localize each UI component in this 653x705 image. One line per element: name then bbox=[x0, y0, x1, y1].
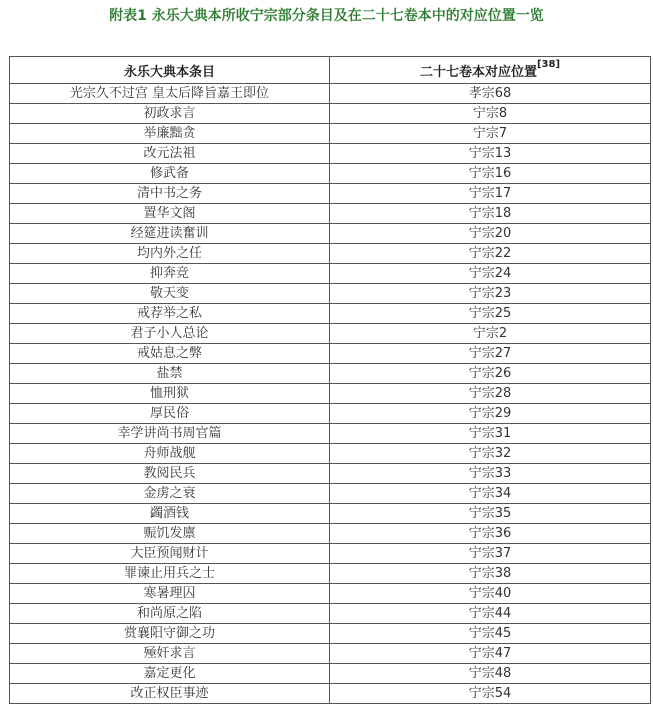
entry-cell: 改元法祖 bbox=[10, 144, 330, 164]
position-cell: 宁宗48 bbox=[330, 664, 651, 684]
position-cell: 宁宗31 bbox=[330, 424, 651, 444]
position-cell: 宁宗2 bbox=[330, 324, 651, 344]
entry-cell: 敬天变 bbox=[10, 284, 330, 304]
position-cell: 宁宗40 bbox=[330, 584, 651, 604]
entry-cell: 初政求言 bbox=[10, 104, 330, 124]
position-cell: 宁宗54 bbox=[330, 684, 651, 704]
table-row bbox=[10, 104, 651, 124]
position-cell: 宁宗8 bbox=[330, 104, 651, 124]
position-cell: 宁宗36 bbox=[330, 524, 651, 544]
entry-cell: 舟师战舰 bbox=[10, 444, 330, 464]
entry-cell: 殛奸求言 bbox=[10, 644, 330, 664]
table-row bbox=[10, 424, 651, 444]
entry-cell: 教阅民兵 bbox=[10, 464, 330, 484]
table-row bbox=[10, 144, 651, 164]
entry-cell: 清中书之务 bbox=[10, 184, 330, 204]
position-cell: 宁宗38 bbox=[330, 564, 651, 584]
table-row bbox=[10, 224, 651, 244]
position-cell: 宁宗27 bbox=[330, 344, 651, 364]
table-row bbox=[10, 504, 651, 524]
table-row bbox=[10, 544, 651, 564]
header-row bbox=[10, 57, 651, 84]
entry-cell: 蠲酒钱 bbox=[10, 504, 330, 524]
comparison-table-container bbox=[9, 56, 650, 704]
table-row bbox=[10, 464, 651, 484]
position-cell: 宁宗24 bbox=[330, 264, 651, 284]
table-caption: 附表1 永乐大典本所收宁宗部分条目及在二十七卷本中的对应位置一览 bbox=[109, 8, 544, 24]
table-row bbox=[10, 604, 651, 624]
entry-cell: 金虏之衰 bbox=[10, 484, 330, 504]
header-entry bbox=[10, 57, 330, 84]
footnote-reference: [38] bbox=[536, 58, 561, 70]
table-row bbox=[10, 664, 651, 684]
table-row bbox=[10, 384, 651, 404]
table-row bbox=[10, 564, 651, 584]
entry-cell: 戒姑息之弊 bbox=[10, 344, 330, 364]
position-cell: 宁宗18 bbox=[330, 204, 651, 224]
table-row bbox=[10, 324, 651, 344]
table-row bbox=[10, 444, 651, 464]
entry-cell: 盐禁 bbox=[10, 364, 330, 384]
table-row bbox=[10, 284, 651, 304]
entry-cell: 嘉定更化 bbox=[10, 664, 330, 684]
position-cell: 宁宗45 bbox=[330, 624, 651, 644]
position-cell: 宁宗25 bbox=[330, 304, 651, 324]
position-cell: 宁宗7 bbox=[330, 124, 651, 144]
entry-cell: 经筵进读奮训 bbox=[10, 224, 330, 244]
entry-cell: 举廉黜贪 bbox=[10, 124, 330, 144]
position-cell: 宁宗35 bbox=[330, 504, 651, 524]
table-row bbox=[10, 624, 651, 644]
position-cell: 宁宗34 bbox=[330, 484, 651, 504]
entry-cell: 戒荐举之私 bbox=[10, 304, 330, 324]
entry-cell: 改正权臣事迹 bbox=[10, 684, 330, 704]
position-cell: 宁宗17 bbox=[330, 184, 651, 204]
entry-cell: 罪谏止用兵之士 bbox=[10, 564, 330, 584]
table-row bbox=[10, 584, 651, 604]
position-cell: 宁宗16 bbox=[330, 164, 651, 184]
entry-cell: 厚民俗 bbox=[10, 404, 330, 424]
entry-cell: 君子小人总论 bbox=[10, 324, 330, 344]
position-cell: 宁宗44 bbox=[330, 604, 651, 624]
header-position bbox=[330, 57, 651, 84]
entry-cell: 抑奔竞 bbox=[10, 264, 330, 284]
position-cell: 宁宗28 bbox=[330, 384, 651, 404]
position-cell: 宁宗26 bbox=[330, 364, 651, 384]
entry-cell: 置华文阁 bbox=[10, 204, 330, 224]
table-header bbox=[10, 57, 651, 84]
table-row bbox=[10, 364, 651, 384]
entry-cell: 赈饥发廪 bbox=[10, 524, 330, 544]
position-cell: 宁宗29 bbox=[330, 404, 651, 424]
entry-cell: 寒暑理囚 bbox=[10, 584, 330, 604]
position-cell: 宁宗23 bbox=[330, 284, 651, 304]
table-row bbox=[10, 264, 651, 284]
entry-cell: 赏襄阳守御之功 bbox=[10, 624, 330, 644]
entry-cell: 修武备 bbox=[10, 164, 330, 184]
table-row bbox=[10, 204, 651, 224]
position-cell: 宁宗47 bbox=[330, 644, 651, 664]
header-entry-label: 永乐大典本条目 bbox=[123, 64, 215, 80]
entry-cell: 恤刑狱 bbox=[10, 384, 330, 404]
position-cell: 宁宗32 bbox=[330, 444, 651, 464]
position-cell: 宁宗37 bbox=[330, 544, 651, 564]
entry-cell: 光宗久不过宫 皇太后降旨嘉王即位 bbox=[10, 84, 330, 104]
table-row bbox=[10, 304, 651, 324]
position-cell: 宁宗13 bbox=[330, 144, 651, 164]
table-body bbox=[10, 84, 651, 704]
table-row bbox=[10, 164, 651, 184]
table-row bbox=[10, 524, 651, 544]
table-row bbox=[10, 244, 651, 264]
position-cell: 孝宗68 bbox=[330, 84, 651, 104]
table-row bbox=[10, 644, 651, 664]
comparison-table bbox=[9, 56, 651, 704]
entry-cell: 幸学讲尚书周官篇 bbox=[10, 424, 330, 444]
table-row bbox=[10, 484, 651, 504]
entry-cell: 大臣预闻财计 bbox=[10, 544, 330, 564]
table-row bbox=[10, 184, 651, 204]
table-row bbox=[10, 344, 651, 364]
header-position-label: 二十七卷本对应位置 bbox=[419, 64, 537, 80]
entry-cell: 和尚原之陷 bbox=[10, 604, 330, 624]
entry-cell: 均内外之任 bbox=[10, 244, 330, 264]
table-row bbox=[10, 404, 651, 424]
table-row bbox=[10, 84, 651, 104]
position-cell: 宁宗20 bbox=[330, 224, 651, 244]
table-row bbox=[10, 124, 651, 144]
table-row bbox=[10, 684, 651, 704]
position-cell: 宁宗33 bbox=[330, 464, 651, 484]
position-cell: 宁宗22 bbox=[330, 244, 651, 264]
